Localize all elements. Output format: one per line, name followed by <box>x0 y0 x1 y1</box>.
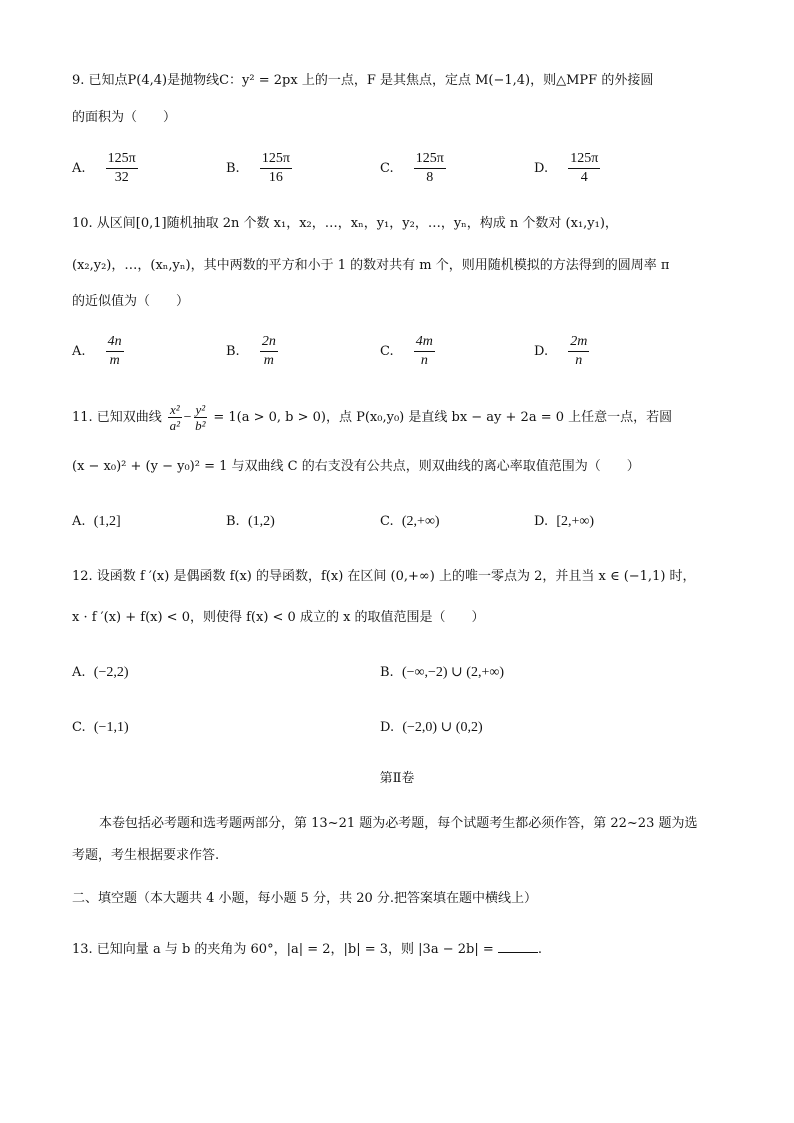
option-fraction <box>106 150 138 187</box>
numerator: y² <box>195 402 206 417</box>
numerator: 2m <box>568 333 589 352</box>
numerator: 125π <box>568 150 600 169</box>
numerator: 2n <box>260 333 278 352</box>
q9-option-a[interactable] <box>72 150 138 187</box>
q11-option-d[interactable] <box>534 511 594 533</box>
option-label: D. <box>380 720 395 735</box>
q10-option-a[interactable] <box>72 333 124 370</box>
option-label: D. <box>534 344 549 359</box>
option-label: C. <box>380 514 394 529</box>
part-heading: 二、填空题（本大题共 4 小题，每小题 5 分，共 20 分.把答案填在题中横线上） <box>72 891 538 906</box>
numerator: 4n <box>106 333 124 352</box>
q10-stem-line1: 10. 从区间[0,1]随机抽取 2n 个数 x₁，x₂，…，xₙ，y₁，y₂，…，yₙ，构成 n 个数对 (x₁,y₁)， <box>72 216 618 231</box>
hyperbola-x-term <box>168 402 182 433</box>
option-label: A. <box>72 161 86 176</box>
q11-option-b[interactable] <box>226 511 275 533</box>
q9-option-d[interactable] <box>534 150 600 187</box>
q12-stem-line1: 12. 设函数 f ′(x) 是偶函数 f(x) 的导函数，f(x) 在区间 (0,+∞) 上的唯一零点为 2，并且当 x ∈ (−1,1) 时， <box>72 569 696 584</box>
denominator: m <box>263 353 274 368</box>
q11-stem-line1 <box>72 402 672 433</box>
option-fraction <box>414 333 435 370</box>
option-label: C. <box>380 344 394 359</box>
option-label: B. <box>226 514 240 529</box>
option-fraction <box>106 333 124 370</box>
q10-option-b[interactable] <box>226 333 278 370</box>
numerator: 125π <box>106 150 138 169</box>
option-label: A. <box>72 665 86 680</box>
q9-option-c[interactable] <box>380 150 446 187</box>
option-text: (1,2] <box>93 514 121 529</box>
q13-stem <box>72 938 542 961</box>
q10-stem-line2: (x₂,y₂)，…，(xₙ,yₙ)，其中两数的平方和小于 1 的数对共有 m 个，则用随机模拟的方法得到的圆周率 π <box>72 258 670 273</box>
denominator: 4 <box>580 170 588 185</box>
q10-option-c[interactable] <box>380 333 435 370</box>
q11-stem-line2: (x − x₀)² + (y − y₀)² = 1 与双曲线 C 的右支没有公共点，则双曲线的离心率取值范围为（ ） <box>72 459 640 474</box>
option-text: [2,+∞) <box>556 514 595 529</box>
q10-option-d[interactable] <box>534 333 589 370</box>
q9-option-b[interactable] <box>226 150 292 187</box>
option-label: A. <box>72 344 86 359</box>
option-text: (−1,1) <box>93 720 129 735</box>
q11-option-a[interactable] <box>72 511 121 533</box>
q12-option-a[interactable] <box>72 662 129 684</box>
q12-stem-line2: x · f ′(x) + f(x) < 0，则使得 f(x) < 0 成立的 x 的取值范围是（ ） <box>72 610 485 625</box>
q9-stem-line2: 的面积为（ ） <box>72 110 177 125</box>
denominator: a² <box>169 418 180 433</box>
denominator: 8 <box>426 170 434 185</box>
minus-sign: − <box>183 410 192 425</box>
denominator: n <box>420 353 428 368</box>
option-text: (−2,2) <box>93 665 129 680</box>
answer-blank[interactable] <box>498 938 538 953</box>
q11-stem-rest: = 1(a > 0, b > 0)，点 P(x₀,y₀) 是直线 bx − ay + 2a = 0 上任意一点，若圆 <box>213 410 673 425</box>
denominator: n <box>575 353 583 368</box>
option-fraction <box>568 333 589 370</box>
option-fraction <box>414 150 446 187</box>
q10-stem-line3: 的近似值为（ ） <box>72 294 190 309</box>
denominator: 32 <box>114 170 129 185</box>
denominator: m <box>109 353 120 368</box>
numerator: 125π <box>414 150 446 169</box>
option-label: B. <box>226 344 240 359</box>
q13-text: 13. 已知向量 a 与 b 的夹角为 60°，|a| = 2，|b| = 3，则 |3a − 2b| = <box>72 942 494 957</box>
q11-option-c[interactable] <box>380 511 440 533</box>
option-fraction <box>260 333 278 370</box>
numerator: 4m <box>414 333 435 352</box>
section-title: 第Ⅱ卷 <box>379 771 415 786</box>
q9-stem-line1: 9. 已知点P(4,4)是抛物线C：y² = 2px 上的一点，F 是其焦点，定点 M(−1,4)，则△MPF 的外接圆 <box>72 73 654 88</box>
option-label: D. <box>534 161 549 176</box>
option-fraction <box>260 150 292 187</box>
hyperbola-y-term <box>194 402 208 433</box>
q12-option-d[interactable] <box>380 717 483 739</box>
section-intro-line1: 本卷包括必考题和选考题两部分，第 13~21 题为必考题，每个试题考生都必须作答，第 22~23 题为选 <box>99 816 698 831</box>
option-text: (−∞,−2) ∪ (2,+∞) <box>401 665 504 680</box>
q11-prefix: 11. 已知双曲线 <box>72 410 162 425</box>
numerator: 125π <box>260 150 292 169</box>
option-label: C. <box>72 720 86 735</box>
q12-option-b[interactable] <box>380 662 504 684</box>
denominator: b² <box>195 418 206 433</box>
option-label: C. <box>380 161 394 176</box>
option-text: (1,2) <box>247 514 275 529</box>
option-fraction <box>568 150 600 187</box>
option-label: A. <box>72 514 86 529</box>
section-intro-line2: 考题，考生根据要求作答. <box>72 848 220 863</box>
q13-period: . <box>537 942 543 957</box>
numerator: x² <box>169 402 180 417</box>
option-text: (2,+∞) <box>401 514 440 529</box>
option-label: B. <box>380 665 394 680</box>
q12-option-c[interactable] <box>72 717 129 739</box>
option-label: B. <box>226 161 240 176</box>
option-label: D. <box>534 514 549 529</box>
option-text: (−2,0) ∪ (0,2) <box>402 720 483 735</box>
denominator: 16 <box>268 170 283 185</box>
